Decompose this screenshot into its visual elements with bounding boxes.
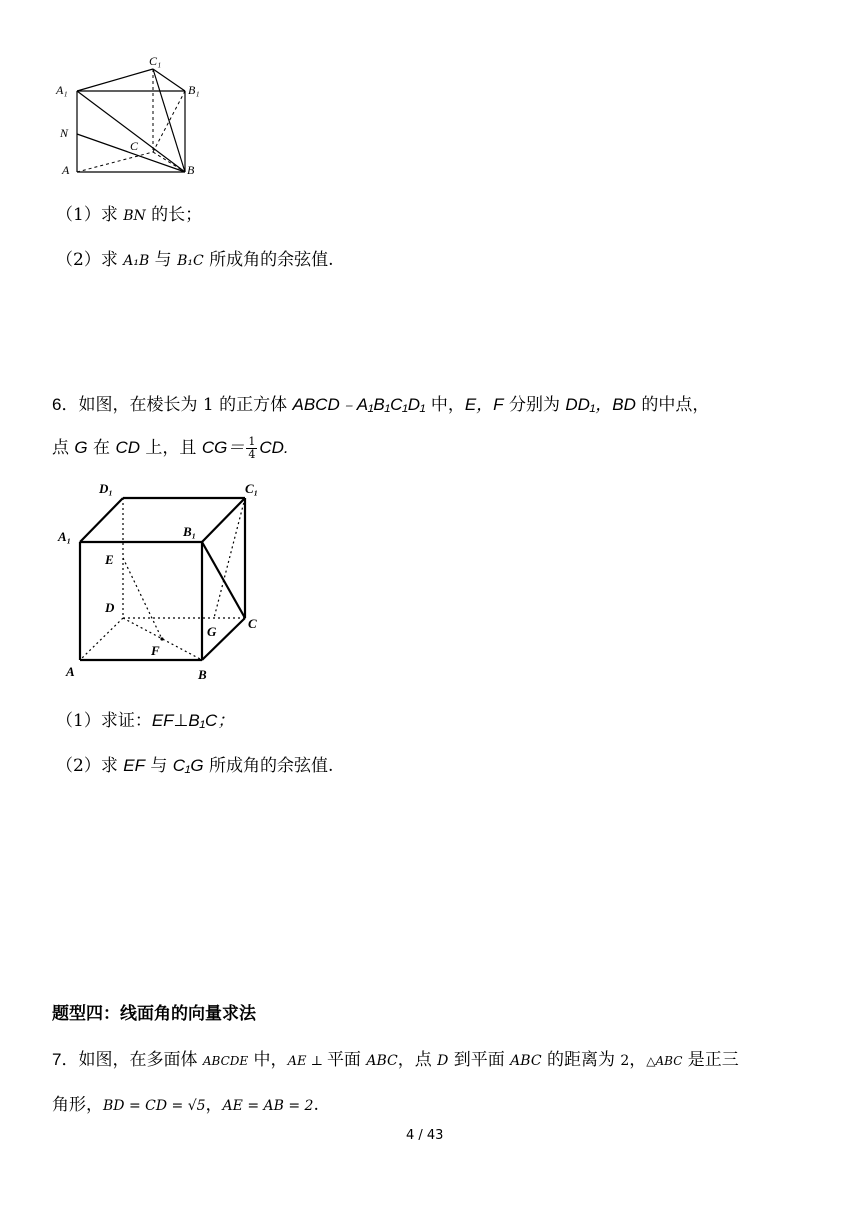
label-B: B xyxy=(198,667,207,682)
label-D1: D₁ xyxy=(99,481,113,496)
page-number: 4 / 43 xyxy=(406,1128,444,1143)
label-C1: C₁ xyxy=(245,481,259,496)
label-B1: B₁ xyxy=(183,524,197,539)
fraction-one-quarter: $\frac{1}{4}$ xyxy=(248,435,256,461)
prob7-statement-line-2: 角形，BD = CD = √5，AE = AB = 2. xyxy=(52,1095,319,1115)
label-C: C xyxy=(130,139,139,153)
prob5-question-1: （1）求 BN 的长； xyxy=(56,205,203,225)
label-D: D xyxy=(105,600,115,615)
cube-figure xyxy=(55,478,280,683)
label-B1: B₁ xyxy=(188,83,200,97)
label-A: A xyxy=(66,664,75,679)
section-heading: 题型四：线面角的向量求法 xyxy=(52,1004,256,1024)
label-C1: C₁ xyxy=(149,54,162,68)
label-B: B xyxy=(187,163,195,177)
label-E: E xyxy=(105,552,114,567)
prob6-question-2: （2）求 EF 与 C₁G 所成角的余弦值. xyxy=(56,756,334,776)
label-N: N xyxy=(60,126,69,140)
label-F: F xyxy=(151,643,160,658)
prob6-question-1: （1）求证：EF⊥B₁C； xyxy=(56,711,235,731)
label-C: C xyxy=(248,616,257,631)
prism-figure xyxy=(50,50,220,180)
prob7-statement-line-1: 7．如图，在多面体 ABCDE 中，AE ⊥ 平面 ABC，点 D 到平面 ABC 的距离为 2，△ABC 是正三 xyxy=(52,1050,739,1070)
prob6-statement-line-2: 点 G 在 CD 上，且 CG＝ $\frac{1}{4}$ CD. xyxy=(52,435,289,461)
label-A1: A₁ xyxy=(56,83,68,97)
label-G: G xyxy=(207,624,217,639)
prob6-statement-line-1: 6．如图，在棱长为 1 的正方体 ABCD﹣A₁B₁C₁D₁ 中，E，F 分别为 DD₁，BD 的中点， xyxy=(52,395,710,415)
label-A: A xyxy=(62,163,70,177)
label-A1: A₁ xyxy=(58,529,72,544)
prob5-question-2: （2）求 A₁B 与 B₁C 所成角的余弦值. xyxy=(56,250,334,270)
